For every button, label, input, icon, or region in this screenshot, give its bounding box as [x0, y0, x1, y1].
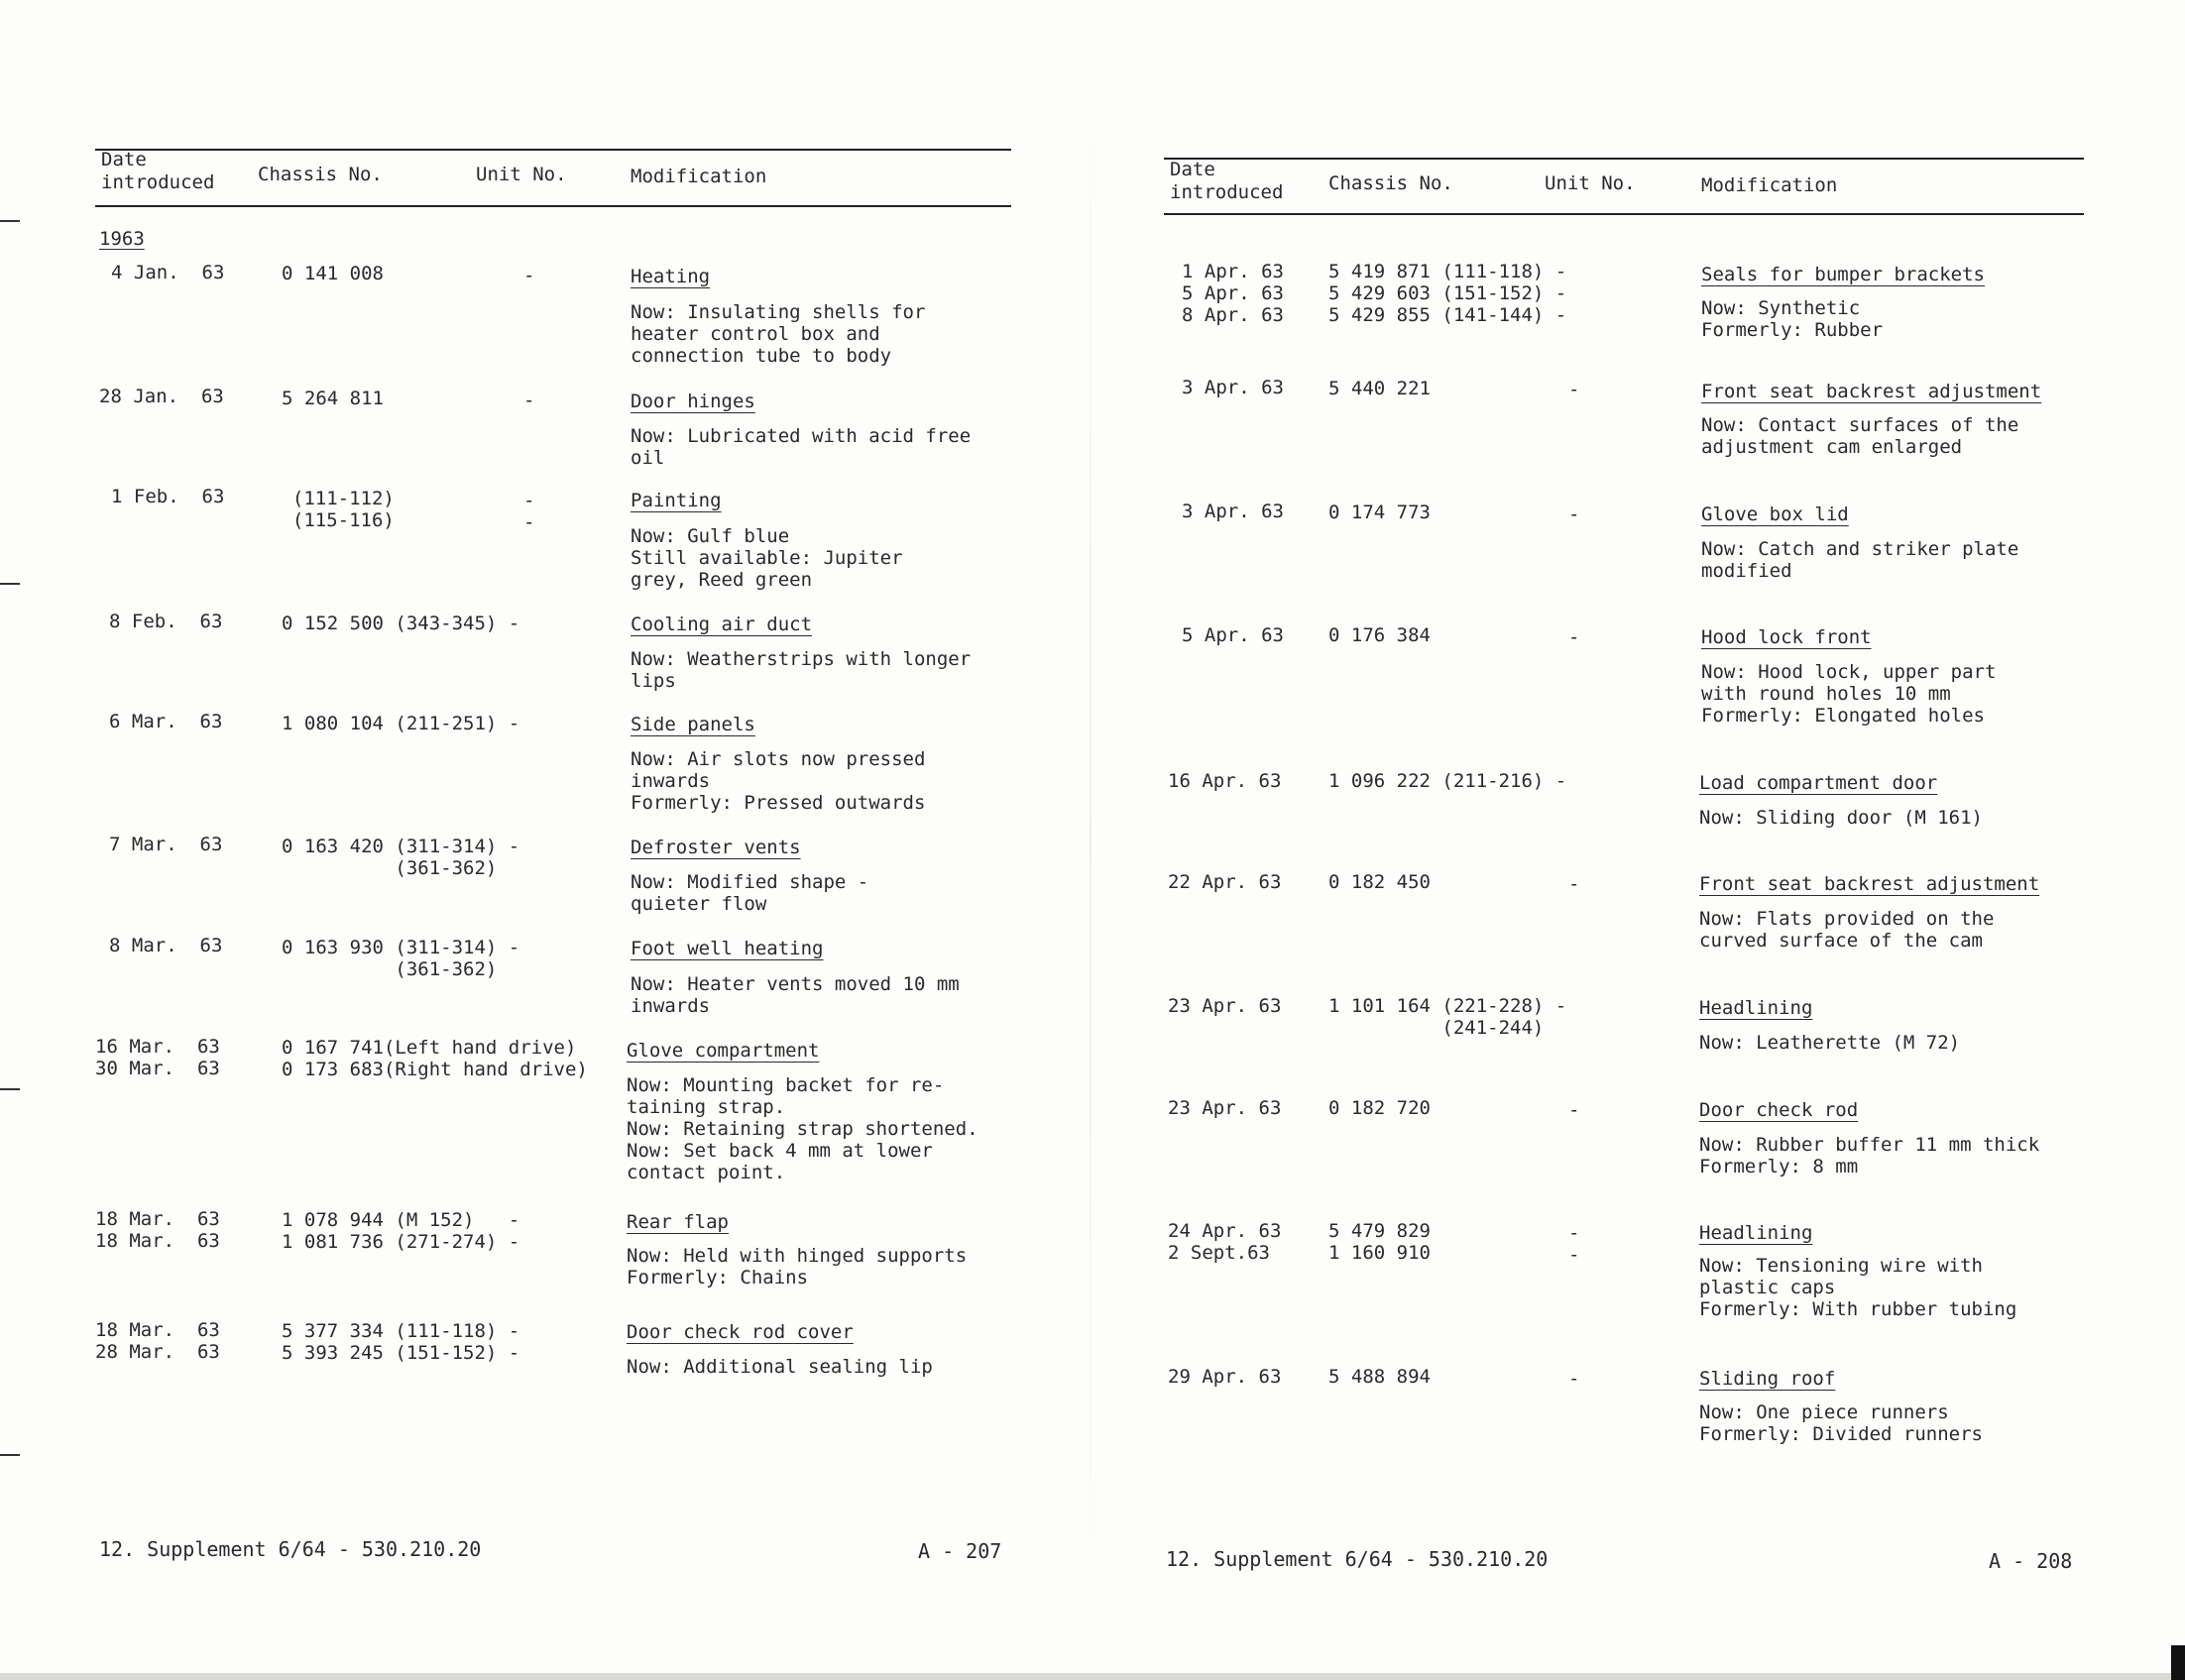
entry-chassis: 5 479 829 1 160 910: [1328, 1220, 1431, 1264]
header-bottom-rule: [95, 205, 1011, 207]
entry-title: Cooling air duct: [631, 614, 813, 635]
entry-chassis: 1 080 104 (211-251) -: [282, 713, 520, 734]
entry-date: 8 Mar. 63: [109, 935, 223, 956]
entry-description: Now: Synthetic Formerly: Rubber: [1701, 297, 1884, 341]
entry-chassis: 5 440 221: [1328, 378, 1431, 399]
header-top-rule: [1164, 158, 2084, 160]
entry-date: 5 Apr. 63: [1182, 624, 1284, 646]
entry-chassis: 1 101 164 (221-228) - (241-244): [1328, 995, 1567, 1039]
entry-description: Now: Sliding door (M 161): [1699, 807, 1983, 829]
entry-description: Now: Insulating shells for heater control box and connection tube to body: [631, 301, 926, 367]
entry-title: Sliding roof: [1699, 1368, 1836, 1390]
entry-title: Door check rod: [1699, 1099, 1859, 1121]
entry-description: Now: Lubricated with acid free oil: [631, 425, 972, 469]
entry-description: Now: Mounting backet for re- taining strap. Now: Retaining strap shortened. Now: Set back 4 mm at lower contact point.: [627, 1074, 978, 1183]
entry-title: Headlining: [1699, 997, 1813, 1019]
entry-date: 1 Apr. 63 5 Apr. 63 8 Apr. 63: [1182, 261, 1284, 326]
header-bottom-rule: [1164, 213, 2084, 215]
entry-title: Side panels: [631, 714, 755, 735]
entry-date: 3 Apr. 63: [1182, 501, 1284, 522]
entry-title: Painting: [631, 490, 722, 511]
entry-date: 28 Jan. 63: [99, 386, 224, 407]
year-heading: 1963: [99, 228, 145, 250]
entry-chassis: 0 176 384: [1328, 624, 1431, 646]
entry-unit: -: [1568, 1099, 1580, 1121]
entry-unit: - -: [1568, 1222, 1580, 1266]
entry-description: Now: Hood lock, upper part with round holes 10 mm Formerly: Elongated holes: [1701, 661, 1997, 727]
entry-date: 18 Mar. 63 28 Mar. 63: [95, 1319, 220, 1363]
column-header-date: Date introduced: [1170, 159, 1284, 203]
column-header-modification: Modification: [631, 166, 767, 187]
column-header-date: Date introduced: [101, 149, 215, 193]
right-page: [1091, 0, 2185, 1680]
entry-title: Heating: [631, 266, 711, 287]
entry-title: Rear flap: [627, 1211, 729, 1233]
entry-unit: -: [1568, 873, 1580, 895]
entry-description: Now: Air slots now pressed inwards Formerly: Pressed outwards: [631, 748, 926, 814]
entry-date: 29 Apr. 63: [1168, 1366, 1282, 1388]
entry-description: Now: Tensioning wire with plastic caps Formerly: With rubber tubing: [1699, 1255, 2017, 1320]
entry-date: 16 Mar. 63 30 Mar. 63: [95, 1036, 220, 1079]
entry-unit: -: [1568, 1368, 1580, 1390]
entry-description: Now: Gulf blue Still available: Jupiter grey, Reed green: [631, 525, 903, 591]
entry-chassis: 0 163 930 (311-314) - (361-362): [282, 937, 520, 980]
entry-title: Front seat backrest adjustment: [1699, 873, 2040, 895]
column-header-modification: Modification: [1701, 174, 1838, 196]
left-page: [0, 0, 1091, 1680]
entry-title: Headlining: [1699, 1222, 1813, 1244]
entry-chassis: (111-112) (115-116): [291, 488, 395, 531]
column-header-unit: Unit No.: [1545, 172, 1636, 194]
entry-chassis: 0 152 500 (343-345) -: [282, 613, 520, 634]
entry-description: Now: Contact surfaces of the adjustment cam enlarged: [1701, 414, 2019, 458]
entry-date: 7 Mar. 63: [109, 834, 223, 855]
entry-date: 6 Mar. 63: [109, 711, 223, 732]
column-header-chassis: Chassis No.: [1328, 172, 1453, 194]
entry-description: Now: Additional sealing lip: [627, 1356, 933, 1378]
entry-chassis: 0 141 008: [282, 263, 384, 284]
entry-description: Now: One piece runners Formerly: Divided runners: [1699, 1401, 1983, 1445]
entry-description: Now: Heater vents moved 10 mm inwards: [631, 973, 960, 1017]
binding-edge: [2171, 1645, 2185, 1680]
entry-date: 1 Feb. 63: [111, 486, 225, 507]
entry-chassis: 0 163 420 (311-314) - (361-362): [282, 836, 520, 879]
entry-chassis: 0 167 741(Left hand drive) 0 173 683(Right hand drive): [282, 1037, 588, 1080]
column-header-unit: Unit No.: [476, 164, 567, 185]
entry-date: 4 Jan. 63: [111, 262, 225, 283]
entry-unit: -: [1568, 504, 1580, 525]
scan-edge-mark: [0, 1454, 20, 1456]
entry-date: 22 Apr. 63: [1168, 871, 1282, 893]
page-number: A - 208: [1989, 1549, 2073, 1573]
entry-unit: -: [1568, 379, 1580, 400]
entry-chassis: 5 377 334 (111-118) - 5 393 245 (151-152) -: [282, 1320, 520, 1364]
entry-date: 18 Mar. 63 18 Mar. 63: [95, 1208, 220, 1252]
entry-date: 3 Apr. 63: [1182, 377, 1284, 398]
header-top-rule: [95, 149, 1011, 151]
entry-title: Foot well heating: [631, 938, 824, 959]
entry-date: 16 Apr. 63: [1168, 770, 1282, 792]
entry-title: Hood lock front: [1701, 626, 1872, 648]
entry-description: Now: Leatherette (M 72): [1699, 1032, 1961, 1054]
entry-description: Now: Rubber buffer 11 mm thick Formerly: 8 mm: [1699, 1134, 2040, 1177]
entry-date: 23 Apr. 63: [1168, 995, 1282, 1017]
entry-description: Now: Catch and striker plate modified: [1701, 538, 2019, 582]
entry-description: Now: Weatherstrips with longer lips: [631, 648, 972, 692]
entry-date: 23 Apr. 63: [1168, 1097, 1282, 1119]
page-number: A - 207: [918, 1539, 1002, 1563]
footer-supplement: 12. Supplement 6/64 - 530.210.20: [1166, 1547, 1549, 1571]
column-header-chassis: Chassis No.: [258, 164, 383, 185]
entry-chassis: 5 264 811: [282, 388, 384, 409]
entry-unit: -: [523, 390, 535, 411]
scan-edge-mark: [0, 583, 20, 585]
entry-unit: -: [1568, 626, 1580, 648]
entry-chassis: 5 488 894: [1328, 1366, 1431, 1388]
entry-chassis: 1 096 222 (211-216) -: [1328, 770, 1567, 792]
scan-edge-mark: [0, 1088, 20, 1090]
entry-date: 24 Apr. 63 2 Sept.63: [1168, 1220, 1282, 1264]
scan-edge-mark: [0, 220, 20, 222]
entry-unit: - -: [523, 490, 535, 533]
entry-title: Defroster vents: [631, 837, 801, 858]
entry-title: Load compartment door: [1699, 772, 1938, 794]
entry-title: Glove box lid: [1701, 504, 1849, 525]
entry-description: Now: Flats provided on the curved surface of the cam: [1699, 908, 1995, 952]
entry-chassis: 0 182 450: [1328, 871, 1431, 893]
entry-description: Now: Modified shape - quieter flow: [631, 871, 869, 915]
entry-title: Door hinges: [631, 391, 755, 412]
entry-title: Door check rod cover: [627, 1321, 854, 1343]
entry-title: Seals for bumper brackets: [1701, 264, 1985, 285]
entry-unit: -: [523, 265, 535, 286]
entry-description: Now: Held with hinged supports Formerly: Chains: [627, 1245, 968, 1288]
footer-supplement: 12. Supplement 6/64 - 530.210.20: [99, 1537, 482, 1561]
entry-title: Front seat backrest adjustment: [1701, 381, 2042, 402]
entry-chassis: 5 419 871 (111-118) - 5 429 603 (151-152) - 5 429 855 (141-144) -: [1328, 261, 1567, 326]
entry-date: 8 Feb. 63: [109, 611, 223, 632]
scan-bottom-edge: [0, 1673, 2185, 1680]
entry-chassis: 0 174 773: [1328, 502, 1431, 523]
entry-title: Glove compartment: [627, 1040, 820, 1062]
entry-chassis: 1 078 944 (M 152) - 1 081 736 (271-274) -: [282, 1209, 520, 1253]
entry-chassis: 0 182 720: [1328, 1097, 1431, 1119]
